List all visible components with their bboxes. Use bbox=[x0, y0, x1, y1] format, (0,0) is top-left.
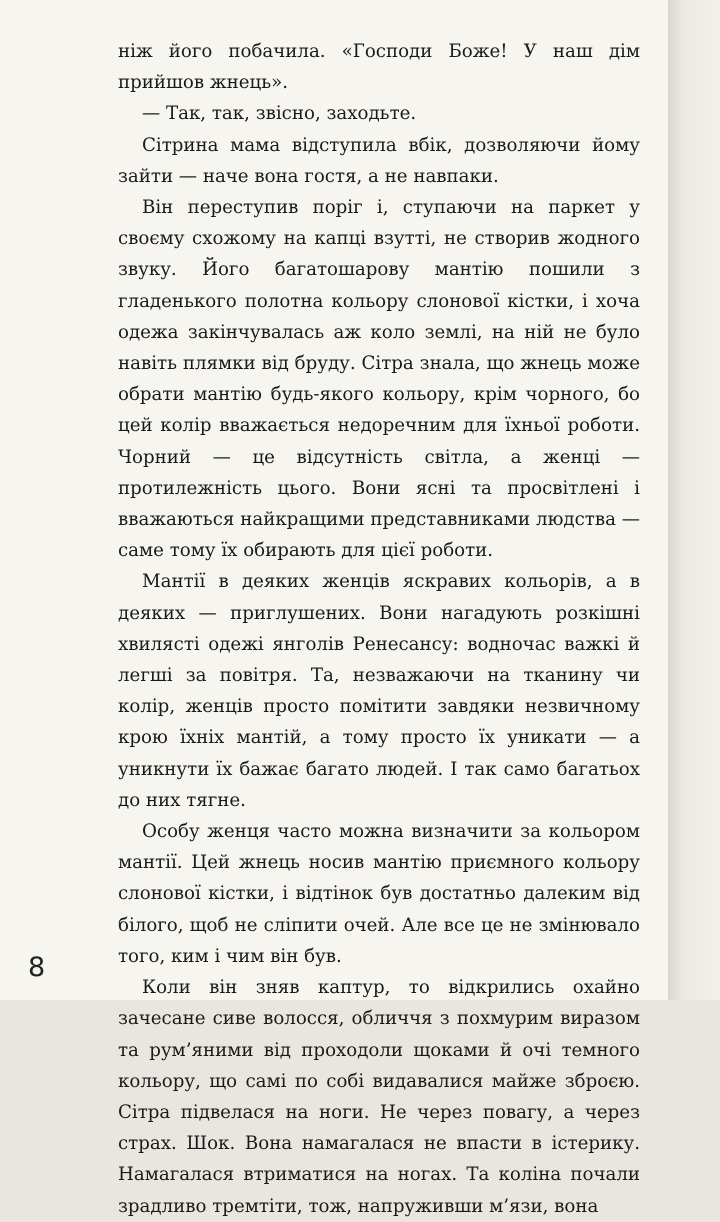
paragraph: Мантії в деяких женців яскравих кольорів, а в деяких — приглушених. Вони нагадують розкішні хвилясті одежі янголів Ренесансу: водночас важкі й легші за повітря. Та, незважаючи на тканину чи колір, женців просто помітити завдяки незвичному крою їхніх мантій, а тому просто їх уникати — а уникнути їх бажає багато людей. І так само багатьох до них тягне. bbox=[118, 571, 640, 811]
page-number: 8 bbox=[28, 952, 46, 983]
paragraph: Він переступив поріг і, ступаючи на паркет у своєму схожому на капці взутті, не створив жодного звуку. Його багатошарову мантію пошили з гладенького полотна кольору слонової кістки, і хоча одежа закінчувалась аж коло землі, на ній не було навіть плямки від бруду. Сітра знала, що жнець може обрати мантію будь-якого кольору, крім чорного, бо цей колір вважається недоречним для їхньої роботи. Чорний — це відсутність світла, а женці — протилежність цього. Вони ясні та просвітлені і вважаються найкращими представниками людства — саме тому їх обирають для цієї роботи. bbox=[118, 197, 640, 562]
paragraph-continued: ніж його побачила. «Господи Боже! У наш дім прийшов жнець». bbox=[118, 41, 640, 94]
page-text bbox=[118, 36, 640, 1222]
paragraph: Коли він зняв каптур, то відкрились охайно зачесане сиве волосся, обличчя з похмурим виразом та рум’яними від проходоли щоками й очі темного кольору, що самі по собі видавалися майже зброєю. Сітра підвелася на ноги. Не через повагу, а через страх. Шок. Вона намагалася не впасти в істерику. Намагалася втриматися на ногах. Та коліна почали зрадливо тремтіти, тож, напруживши м’язи, вона bbox=[118, 977, 640, 1217]
paragraph-dialogue: — Так, так, звісно, заходьте. bbox=[142, 103, 417, 125]
page-edge-shadow bbox=[668, 0, 720, 1000]
paragraph: Особу женця часто можна визначити за кольором мантії. Цей жнець носив мантію приємного кольору слонової кістки, і відтінок був достатньо далеким від білого, щоб не сліпити очей. Але все це не змінювало того, ким і чим він був. bbox=[118, 821, 640, 967]
paragraph: Сітрина мама відступила вбік, дозволяючи йому зайти — наче вона гостя, а не навпаки. bbox=[118, 134, 640, 187]
